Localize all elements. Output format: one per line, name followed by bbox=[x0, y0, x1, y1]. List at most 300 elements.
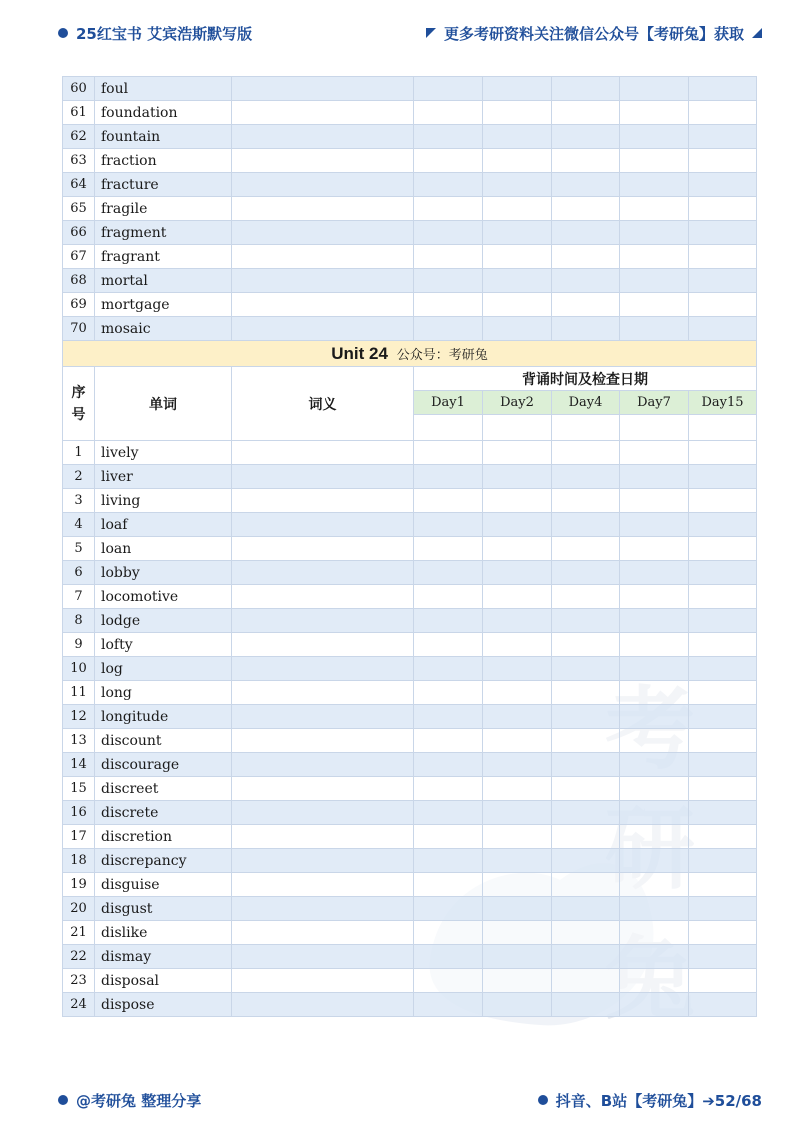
table-row bbox=[63, 269, 757, 293]
check-cell[interactable] bbox=[620, 633, 689, 657]
check-cell[interactable] bbox=[689, 993, 757, 1017]
check-cell[interactable] bbox=[552, 801, 620, 825]
row-word: lively bbox=[95, 441, 232, 465]
check-cell[interactable] bbox=[552, 969, 620, 993]
meaning-cell[interactable] bbox=[232, 465, 414, 489]
check-cell[interactable] bbox=[552, 489, 620, 513]
check-cell[interactable] bbox=[620, 317, 689, 341]
check-cell[interactable] bbox=[414, 149, 483, 173]
check-cell[interactable] bbox=[552, 561, 620, 585]
check-cell[interactable] bbox=[689, 657, 757, 681]
check-cell[interactable] bbox=[620, 585, 689, 609]
unit-title: Unit 24 bbox=[331, 343, 388, 363]
table-row bbox=[63, 873, 757, 897]
check-cell[interactable] bbox=[414, 777, 483, 801]
check-cell[interactable] bbox=[414, 489, 483, 513]
check-cell[interactable] bbox=[414, 101, 483, 125]
check-cell[interactable] bbox=[620, 489, 689, 513]
table-row bbox=[63, 317, 757, 341]
check-cell[interactable] bbox=[483, 681, 552, 705]
check-cell[interactable] bbox=[620, 945, 689, 969]
check-cell[interactable] bbox=[414, 465, 483, 489]
check-cell[interactable] bbox=[689, 825, 757, 849]
check-cell[interactable] bbox=[620, 873, 689, 897]
check-cell[interactable] bbox=[483, 125, 552, 149]
check-cell[interactable] bbox=[552, 897, 620, 921]
check-cell[interactable] bbox=[414, 993, 483, 1017]
row-word: longitude bbox=[95, 705, 232, 729]
share-credit: @考研兔 整理分享 bbox=[76, 1091, 202, 1110]
check-cell[interactable] bbox=[689, 101, 757, 125]
check-cell[interactable] bbox=[483, 317, 552, 341]
check-cell[interactable] bbox=[483, 561, 552, 585]
check-cell[interactable] bbox=[620, 101, 689, 125]
footer-right bbox=[538, 1090, 762, 1111]
check-cell[interactable] bbox=[689, 441, 757, 465]
meaning-cell[interactable] bbox=[232, 585, 414, 609]
meaning-cell[interactable] bbox=[232, 801, 414, 825]
meaning-cell[interactable] bbox=[232, 513, 414, 537]
check-cell[interactable] bbox=[552, 293, 620, 317]
check-cell[interactable] bbox=[483, 245, 552, 269]
check-cell[interactable] bbox=[414, 825, 483, 849]
check-cell[interactable] bbox=[620, 753, 689, 777]
table-row bbox=[63, 609, 757, 633]
check-cell[interactable] bbox=[689, 245, 757, 269]
unit-title-cell bbox=[63, 341, 757, 367]
table-row bbox=[63, 801, 757, 825]
check-cell[interactable] bbox=[620, 561, 689, 585]
check-cell[interactable] bbox=[689, 705, 757, 729]
check-cell[interactable] bbox=[414, 561, 483, 585]
check-cell[interactable] bbox=[414, 317, 483, 341]
row-number: 22 bbox=[63, 945, 95, 969]
check-cell[interactable] bbox=[620, 221, 689, 245]
check-cell[interactable] bbox=[552, 101, 620, 125]
check-cell[interactable] bbox=[414, 269, 483, 293]
table-row bbox=[63, 513, 757, 537]
row-word: mosaic bbox=[95, 317, 232, 341]
check-cell[interactable] bbox=[414, 849, 483, 873]
check-cell[interactable] bbox=[552, 197, 620, 221]
row-word: fragment bbox=[95, 221, 232, 245]
row-word: discreet bbox=[95, 777, 232, 801]
check-cell[interactable] bbox=[414, 969, 483, 993]
check-cell[interactable] bbox=[414, 293, 483, 317]
row-word: locomotive bbox=[95, 585, 232, 609]
table-row bbox=[63, 537, 757, 561]
check-cell[interactable] bbox=[689, 753, 757, 777]
check-cell[interactable] bbox=[483, 825, 552, 849]
check-cell[interactable] bbox=[483, 489, 552, 513]
check-cell[interactable] bbox=[620, 537, 689, 561]
meaning-cell[interactable] bbox=[232, 825, 414, 849]
meaning-cell[interactable] bbox=[232, 173, 414, 197]
row-number: 21 bbox=[63, 921, 95, 945]
check-cell[interactable] bbox=[483, 897, 552, 921]
check-cell[interactable] bbox=[552, 149, 620, 173]
check-cell[interactable] bbox=[689, 609, 757, 633]
row-word: discrepancy bbox=[95, 849, 232, 873]
check-cell[interactable] bbox=[689, 77, 757, 101]
check-cell[interactable] bbox=[483, 945, 552, 969]
row-word: foul bbox=[95, 77, 232, 101]
check-cell[interactable] bbox=[620, 149, 689, 173]
check-cell[interactable] bbox=[552, 125, 620, 149]
corner-triangle-icon bbox=[752, 28, 762, 38]
check-cell[interactable] bbox=[689, 125, 757, 149]
check-cell[interactable] bbox=[483, 969, 552, 993]
row-number: 4 bbox=[63, 513, 95, 537]
meaning-cell[interactable] bbox=[232, 897, 414, 921]
check-cell[interactable] bbox=[552, 849, 620, 873]
header-right bbox=[426, 23, 762, 44]
check-cell[interactable] bbox=[483, 585, 552, 609]
check-cell[interactable] bbox=[483, 149, 552, 173]
row-number: 70 bbox=[63, 317, 95, 341]
check-cell[interactable] bbox=[689, 729, 757, 753]
check-cell[interactable] bbox=[483, 101, 552, 125]
check-cell[interactable] bbox=[552, 873, 620, 897]
check-cell[interactable] bbox=[552, 945, 620, 969]
check-cell[interactable] bbox=[620, 969, 689, 993]
check-cell[interactable] bbox=[483, 465, 552, 489]
row-word: discourage bbox=[95, 753, 232, 777]
check-cell[interactable] bbox=[552, 633, 620, 657]
check-cell[interactable] bbox=[483, 221, 552, 245]
check-cell[interactable] bbox=[620, 729, 689, 753]
meaning-cell[interactable] bbox=[232, 777, 414, 801]
row-word: log bbox=[95, 657, 232, 681]
check-cell[interactable] bbox=[552, 825, 620, 849]
check-cell[interactable] bbox=[689, 945, 757, 969]
check-cell[interactable] bbox=[620, 173, 689, 197]
table-row bbox=[63, 993, 757, 1017]
check-cell[interactable] bbox=[620, 993, 689, 1017]
check-cell[interactable] bbox=[689, 897, 757, 921]
corner-triangle-icon bbox=[426, 28, 436, 38]
check-cell[interactable] bbox=[689, 173, 757, 197]
check-cell[interactable] bbox=[483, 513, 552, 537]
meaning-cell[interactable] bbox=[232, 969, 414, 993]
check-cell[interactable] bbox=[552, 729, 620, 753]
check-cell[interactable] bbox=[689, 221, 757, 245]
meaning-header: 词义 bbox=[232, 367, 414, 441]
check-cell[interactable] bbox=[620, 245, 689, 269]
check-cell[interactable] bbox=[483, 993, 552, 1017]
row-word: dispose bbox=[95, 993, 232, 1017]
check-cell[interactable] bbox=[483, 633, 552, 657]
table-row bbox=[63, 681, 757, 705]
check-cell[interactable] bbox=[483, 777, 552, 801]
meaning-cell[interactable] bbox=[232, 245, 414, 269]
table-row bbox=[63, 633, 757, 657]
meaning-cell[interactable] bbox=[232, 921, 414, 945]
check-cell[interactable] bbox=[620, 125, 689, 149]
word-header: 单词 bbox=[95, 367, 232, 441]
check-cell[interactable] bbox=[552, 585, 620, 609]
row-word: fraction bbox=[95, 149, 232, 173]
check-cell[interactable] bbox=[483, 849, 552, 873]
check-cell[interactable] bbox=[414, 633, 483, 657]
row-number: 12 bbox=[63, 705, 95, 729]
header-left bbox=[58, 23, 252, 44]
check-cell[interactable] bbox=[552, 777, 620, 801]
meaning-cell[interactable] bbox=[232, 537, 414, 561]
row-word: dismay bbox=[95, 945, 232, 969]
row-number: 11 bbox=[63, 681, 95, 705]
check-cell[interactable] bbox=[483, 293, 552, 317]
table-row bbox=[63, 101, 757, 125]
unit-subtitle: 公众号：考研兔 bbox=[396, 347, 488, 363]
check-cell[interactable] bbox=[689, 197, 757, 221]
row-number: 24 bbox=[63, 993, 95, 1017]
check-cell[interactable] bbox=[689, 537, 757, 561]
row-number: 10 bbox=[63, 657, 95, 681]
check-cell[interactable] bbox=[552, 609, 620, 633]
check-cell[interactable] bbox=[414, 245, 483, 269]
day-header: Day4 bbox=[552, 391, 620, 415]
day-header: Day7 bbox=[620, 391, 689, 415]
check-cell[interactable] bbox=[483, 705, 552, 729]
check-cell[interactable] bbox=[620, 681, 689, 705]
check-cell[interactable] bbox=[689, 633, 757, 657]
check-cell[interactable] bbox=[689, 969, 757, 993]
meaning-cell[interactable] bbox=[232, 149, 414, 173]
check-cell[interactable] bbox=[414, 197, 483, 221]
check-cell[interactable] bbox=[414, 801, 483, 825]
meaning-cell[interactable] bbox=[232, 609, 414, 633]
check-cell[interactable] bbox=[552, 77, 620, 101]
check-cell[interactable] bbox=[689, 585, 757, 609]
meaning-cell[interactable] bbox=[232, 293, 414, 317]
meaning-cell[interactable] bbox=[232, 729, 414, 753]
bullet-dot-icon bbox=[58, 1095, 68, 1105]
meaning-cell[interactable] bbox=[232, 681, 414, 705]
meaning-cell[interactable] bbox=[232, 197, 414, 221]
meaning-cell[interactable] bbox=[232, 101, 414, 125]
table-row bbox=[63, 245, 757, 269]
check-cell[interactable] bbox=[689, 873, 757, 897]
row-word: fracture bbox=[95, 173, 232, 197]
check-cell[interactable] bbox=[620, 441, 689, 465]
check-cell[interactable] bbox=[620, 513, 689, 537]
check-cell[interactable] bbox=[414, 753, 483, 777]
book-title: 25红宝书 艾宾浩斯默写版 bbox=[76, 24, 253, 43]
check-cell[interactable] bbox=[552, 993, 620, 1017]
row-number: 8 bbox=[63, 609, 95, 633]
meaning-cell[interactable] bbox=[232, 221, 414, 245]
check-cell[interactable] bbox=[483, 441, 552, 465]
row-number: 13 bbox=[63, 729, 95, 753]
check-cell[interactable] bbox=[414, 921, 483, 945]
check-cell[interactable] bbox=[689, 489, 757, 513]
check-cell[interactable] bbox=[552, 657, 620, 681]
check-cell[interactable] bbox=[414, 609, 483, 633]
row-word: fragrant bbox=[95, 245, 232, 269]
row-number: 17 bbox=[63, 825, 95, 849]
check-cell[interactable] bbox=[552, 269, 620, 293]
meaning-cell[interactable] bbox=[232, 657, 414, 681]
check-cell[interactable] bbox=[620, 825, 689, 849]
check-cell[interactable] bbox=[620, 465, 689, 489]
meaning-cell[interactable] bbox=[232, 561, 414, 585]
check-cell[interactable] bbox=[689, 269, 757, 293]
check-cell[interactable] bbox=[552, 705, 620, 729]
check-cell[interactable] bbox=[689, 293, 757, 317]
row-number: 23 bbox=[63, 969, 95, 993]
row-word: mortal bbox=[95, 269, 232, 293]
table-row bbox=[63, 705, 757, 729]
row-number: 20 bbox=[63, 897, 95, 921]
meaning-cell[interactable] bbox=[232, 489, 414, 513]
day-header: Day1 bbox=[414, 391, 483, 415]
check-cell[interactable] bbox=[689, 777, 757, 801]
check-cell[interactable] bbox=[620, 921, 689, 945]
check-cell[interactable] bbox=[620, 705, 689, 729]
check-cell[interactable] bbox=[414, 513, 483, 537]
row-number: 63 bbox=[63, 149, 95, 173]
row-number: 67 bbox=[63, 245, 95, 269]
check-cell[interactable] bbox=[689, 801, 757, 825]
check-cell[interactable] bbox=[414, 873, 483, 897]
check-cell[interactable] bbox=[689, 465, 757, 489]
day-header: Day15 bbox=[689, 391, 757, 415]
table-row bbox=[63, 77, 757, 101]
check-cell[interactable] bbox=[552, 173, 620, 197]
check-cell[interactable] bbox=[552, 465, 620, 489]
check-cell[interactable] bbox=[689, 149, 757, 173]
meaning-cell[interactable] bbox=[232, 945, 414, 969]
check-cell[interactable] bbox=[414, 729, 483, 753]
row-word: dislike bbox=[95, 921, 232, 945]
check-cell[interactable] bbox=[689, 317, 757, 341]
check-cell[interactable] bbox=[483, 173, 552, 197]
meaning-cell[interactable] bbox=[232, 269, 414, 293]
check-cell[interactable] bbox=[483, 921, 552, 945]
check-cell[interactable] bbox=[414, 657, 483, 681]
check-cell[interactable] bbox=[414, 77, 483, 101]
check-cell[interactable] bbox=[483, 609, 552, 633]
check-cell[interactable] bbox=[620, 77, 689, 101]
check-cell[interactable] bbox=[414, 537, 483, 561]
promo-text: 更多考研资料关注微信公众号【考研兔】获取 bbox=[443, 24, 744, 43]
row-number: 65 bbox=[63, 197, 95, 221]
unit-section-header bbox=[63, 341, 757, 441]
meaning-cell[interactable] bbox=[232, 705, 414, 729]
check-cell[interactable] bbox=[414, 125, 483, 149]
check-cell[interactable] bbox=[483, 77, 552, 101]
meaning-cell[interactable] bbox=[232, 317, 414, 341]
row-number: 1 bbox=[63, 441, 95, 465]
check-cell[interactable] bbox=[414, 221, 483, 245]
check-cell[interactable] bbox=[414, 945, 483, 969]
schedule-header: 背诵时间及检查日期 bbox=[414, 367, 757, 391]
meaning-cell[interactable] bbox=[232, 633, 414, 657]
check-cell[interactable] bbox=[620, 197, 689, 221]
check-cell[interactable] bbox=[689, 921, 757, 945]
table-row bbox=[63, 149, 757, 173]
table-row bbox=[63, 777, 757, 801]
check-cell[interactable] bbox=[414, 681, 483, 705]
meaning-cell[interactable] bbox=[232, 993, 414, 1017]
table-row bbox=[63, 221, 757, 245]
check-cell[interactable] bbox=[620, 897, 689, 921]
meaning-cell[interactable] bbox=[232, 77, 414, 101]
check-cell[interactable] bbox=[552, 317, 620, 341]
row-number: 3 bbox=[63, 489, 95, 513]
check-cell[interactable] bbox=[620, 269, 689, 293]
check-cell[interactable] bbox=[552, 221, 620, 245]
table-row bbox=[63, 489, 757, 513]
check-cell[interactable] bbox=[620, 849, 689, 873]
check-cell[interactable] bbox=[414, 585, 483, 609]
check-cell[interactable] bbox=[620, 609, 689, 633]
row-word: disposal bbox=[95, 969, 232, 993]
check-cell[interactable] bbox=[552, 921, 620, 945]
check-cell[interactable] bbox=[414, 897, 483, 921]
check-cell[interactable] bbox=[414, 173, 483, 197]
row-number: 66 bbox=[63, 221, 95, 245]
meaning-cell[interactable] bbox=[232, 441, 414, 465]
check-cell[interactable] bbox=[483, 801, 552, 825]
check-cell[interactable] bbox=[689, 561, 757, 585]
row-word: liver bbox=[95, 465, 232, 489]
meaning-cell[interactable] bbox=[232, 873, 414, 897]
check-cell[interactable] bbox=[483, 753, 552, 777]
table-row bbox=[63, 585, 757, 609]
check-cell[interactable] bbox=[552, 537, 620, 561]
table-row bbox=[63, 729, 757, 753]
check-cell[interactable] bbox=[483, 197, 552, 221]
check-cell[interactable] bbox=[620, 293, 689, 317]
check-cell[interactable] bbox=[483, 537, 552, 561]
table-row bbox=[63, 753, 757, 777]
check-cell[interactable] bbox=[689, 681, 757, 705]
bullet-dot-icon bbox=[538, 1095, 548, 1105]
meaning-cell[interactable] bbox=[232, 753, 414, 777]
meaning-cell[interactable] bbox=[232, 125, 414, 149]
check-cell[interactable] bbox=[689, 513, 757, 537]
check-cell[interactable] bbox=[483, 269, 552, 293]
check-cell[interactable] bbox=[552, 681, 620, 705]
row-word: living bbox=[95, 489, 232, 513]
row-number: 19 bbox=[63, 873, 95, 897]
check-cell[interactable] bbox=[483, 729, 552, 753]
check-cell[interactable] bbox=[552, 245, 620, 269]
check-cell[interactable] bbox=[620, 777, 689, 801]
row-number: 18 bbox=[63, 849, 95, 873]
check-cell[interactable] bbox=[414, 705, 483, 729]
row-word: loaf bbox=[95, 513, 232, 537]
check-cell[interactable] bbox=[552, 441, 620, 465]
table-row bbox=[63, 561, 757, 585]
row-number: 69 bbox=[63, 293, 95, 317]
check-cell[interactable] bbox=[689, 849, 757, 873]
check-cell[interactable] bbox=[414, 441, 483, 465]
check-cell[interactable] bbox=[552, 513, 620, 537]
unit-title-row bbox=[63, 341, 757, 367]
check-cell[interactable] bbox=[483, 873, 552, 897]
page-info: 抖音、B站【考研兔】➔52/68 bbox=[555, 1091, 762, 1110]
row-word: discount bbox=[95, 729, 232, 753]
check-cell[interactable] bbox=[620, 657, 689, 681]
check-cell[interactable] bbox=[483, 657, 552, 681]
check-cell[interactable] bbox=[552, 753, 620, 777]
row-word: long bbox=[95, 681, 232, 705]
meaning-cell[interactable] bbox=[232, 849, 414, 873]
check-cell[interactable] bbox=[620, 801, 689, 825]
